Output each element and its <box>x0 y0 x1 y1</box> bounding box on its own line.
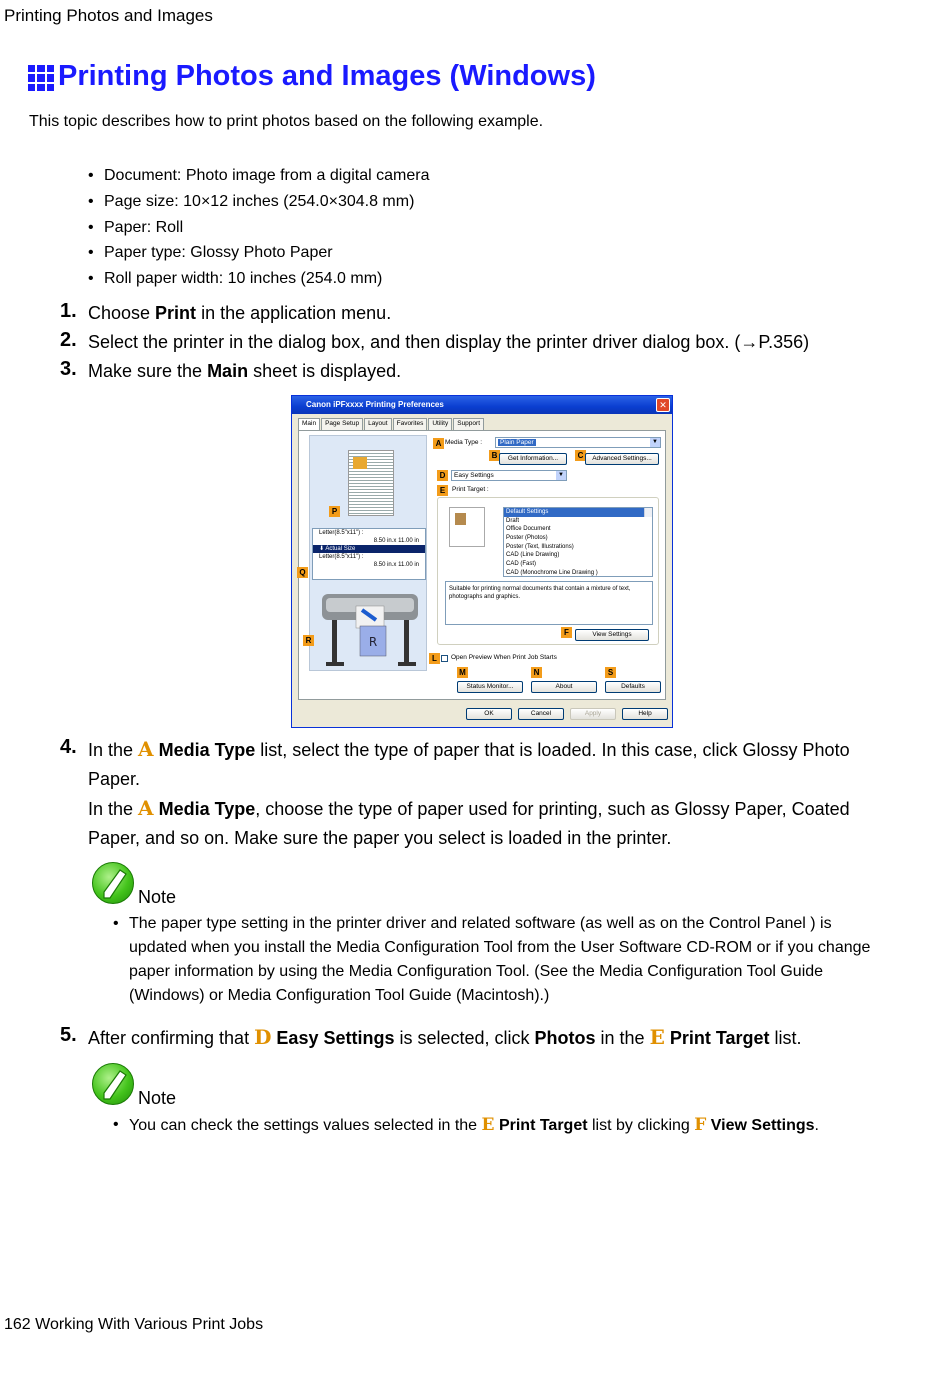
step-number: 1. <box>60 300 77 322</box>
view-settings-button[interactable]: View Settings <box>575 629 649 641</box>
callout-e: E <box>437 485 448 496</box>
step-number: 2. <box>60 329 77 351</box>
callout-c: C <box>575 450 586 461</box>
list-item[interactable]: Draft <box>506 517 520 524</box>
note-pencil-icon <box>92 862 134 904</box>
list-item[interactable]: CAD (Line Drawing) <box>506 552 560 559</box>
media-type-label: Media Type : <box>445 439 483 446</box>
step-1-text: Choose Print in the application menu. <box>88 303 392 323</box>
callout-m: M <box>457 667 468 678</box>
list-item[interactable]: Poster (Photos) <box>506 535 548 542</box>
step-5-text: After confirming that D Easy Settings is selected, click Photos in the E Print Target list. <box>88 1025 802 1049</box>
note-1-list <box>113 912 883 1008</box>
note-item: • You can check the settings values selected in the E Print Target list by clicking F View Settings. <box>113 1113 903 1138</box>
target-description: Suitable for printing normal documents that contain a mixture of text, photographs and graphics. <box>445 581 653 625</box>
list-item: • Paper type: Glossy Photo Paper <box>88 243 429 269</box>
list-item[interactable]: Default Settings <box>504 508 652 517</box>
size-label: Letter(8.5"x11") : <box>319 554 364 560</box>
page-preview <box>348 450 394 516</box>
size-label: Letter(8.5"x11") : <box>319 530 364 536</box>
tab-utility[interactable]: Utility <box>428 418 452 430</box>
close-icon[interactable]: ✕ <box>656 398 670 412</box>
note-pencil-icon <box>92 1063 134 1105</box>
callout-a: A <box>433 438 444 449</box>
tab-main[interactable]: Main <box>298 418 320 430</box>
step-4-text <box>88 735 888 853</box>
callout-d: D <box>437 470 448 481</box>
open-preview-label: Open Preview When Print Job Starts <box>451 654 557 661</box>
svg-text:R: R <box>368 635 378 649</box>
step-number: 3. <box>60 358 77 380</box>
size-value: 8.50 in.x 11.00 in <box>373 538 419 544</box>
apply-button[interactable]: Apply <box>570 708 616 720</box>
step-4-line-2: In the A Media Type, choose the type of paper used for printing, such as Glossy Paper, Coated Paper, and so on. Make sure the paper you select is loaded in the printer. <box>88 796 850 848</box>
list-item[interactable]: CAD (Fast) <box>506 561 536 568</box>
note-2-list <box>113 1113 903 1138</box>
tab-layout[interactable]: Layout <box>364 418 392 430</box>
list-item[interactable]: Poster (Text, Illustrations) <box>506 543 574 550</box>
defaults-button[interactable]: Defaults <box>605 681 661 693</box>
media-type-select[interactable]: Plain Paper ▼ <box>495 437 661 448</box>
ok-button[interactable]: OK <box>466 708 512 720</box>
intro-text: This topic describes how to print photos based on the following example. <box>29 113 544 130</box>
print-target-label: Print Target : <box>452 486 489 493</box>
get-information-button[interactable]: Get Information... <box>499 453 567 465</box>
status-monitor-button[interactable]: Status Monitor... <box>457 681 523 693</box>
callout-b: B <box>489 450 500 461</box>
size-list <box>312 528 426 580</box>
actual-size-item[interactable]: ⬇ Actual Size <box>313 545 425 553</box>
running-header: Printing Photos and Images <box>4 6 213 25</box>
easy-settings-select[interactable]: Easy Settings ▼ <box>451 470 567 481</box>
page-title: Printing Photos and Images (Windows) <box>58 60 596 92</box>
preview-area <box>309 435 427 671</box>
about-button[interactable]: About <box>531 681 597 693</box>
list-item: • Paper: Roll <box>88 218 429 244</box>
step-2-text: Select the printer in the dialog box, and then display the printer driver dialog box. (→P.356) <box>88 332 810 352</box>
example-list <box>88 166 429 295</box>
printer-illustration-icon <box>318 586 422 670</box>
section-grid-icon <box>28 65 54 91</box>
step-number: 4. <box>60 736 77 758</box>
help-button[interactable]: Help <box>622 708 668 720</box>
step-number: 5. <box>60 1024 77 1046</box>
target-preview-icon <box>449 507 485 547</box>
list-item: • Page size: 10×12 inches (254.0×304.8 mm) <box>88 192 429 218</box>
page-footer: 162 Working With Various Print Jobs <box>4 1316 264 1333</box>
tab-page-setup[interactable]: Page Setup <box>321 418 363 430</box>
list-item: • Roll paper width: 10 inches (254.0 mm) <box>88 269 429 295</box>
list-item[interactable]: CAD (Monochrome Line Drawing ) <box>506 569 598 576</box>
list-item: • Document: Photo image from a digital camera <box>88 166 429 192</box>
open-preview-checkbox[interactable] <box>441 655 448 662</box>
tab-favorites[interactable]: Favorites <box>393 418 428 430</box>
callout-l: L <box>429 653 440 664</box>
size-value: 8.50 in.x 11.00 in <box>373 562 419 568</box>
callout-p: P <box>329 506 340 517</box>
printing-preferences-dialog <box>291 395 673 728</box>
scrollbar[interactable] <box>644 508 652 517</box>
callout-s: S <box>605 667 616 678</box>
callout-q: Q <box>297 567 308 578</box>
print-target-list[interactable] <box>503 507 653 577</box>
callout-f: F <box>561 627 572 638</box>
advanced-settings-button[interactable]: Advanced Settings... <box>585 453 659 465</box>
chevron-down-icon: ▼ <box>556 471 566 480</box>
note-title: Note <box>138 887 177 907</box>
callout-r: R <box>303 635 314 646</box>
tab-support[interactable]: Support <box>453 418 484 430</box>
chevron-down-icon: ▼ <box>650 438 660 447</box>
list-item[interactable]: Office Document <box>506 526 551 533</box>
callout-n: N <box>531 667 542 678</box>
step-3-text: Make sure the Main sheet is displayed. <box>88 361 402 381</box>
arrow-down-icon: ⬇ <box>319 546 326 552</box>
dialog-title: Canon iPFxxxx Printing Preferences <box>292 396 672 414</box>
main-sheet <box>298 430 666 700</box>
cancel-button[interactable]: Cancel <box>518 708 564 720</box>
note-title: Note <box>138 1088 177 1108</box>
step-4-line-1: In the A Media Type list, select the type of paper that is loaded. In this case, click Glossy Photo Paper. <box>88 737 850 789</box>
note-item: • The paper type setting in the printer driver and related software (as well as on the Control Panel ) is updated when you install the Media Configuration Tool from the User Software CD-ROM or if you change paper information by using the Media Configuration Tool. (See the Media Configuration Tool Guide (Windows) or Media Configuration Tool Guide (Macintosh).) <box>113 912 883 1008</box>
dialog-tabs <box>298 418 485 430</box>
